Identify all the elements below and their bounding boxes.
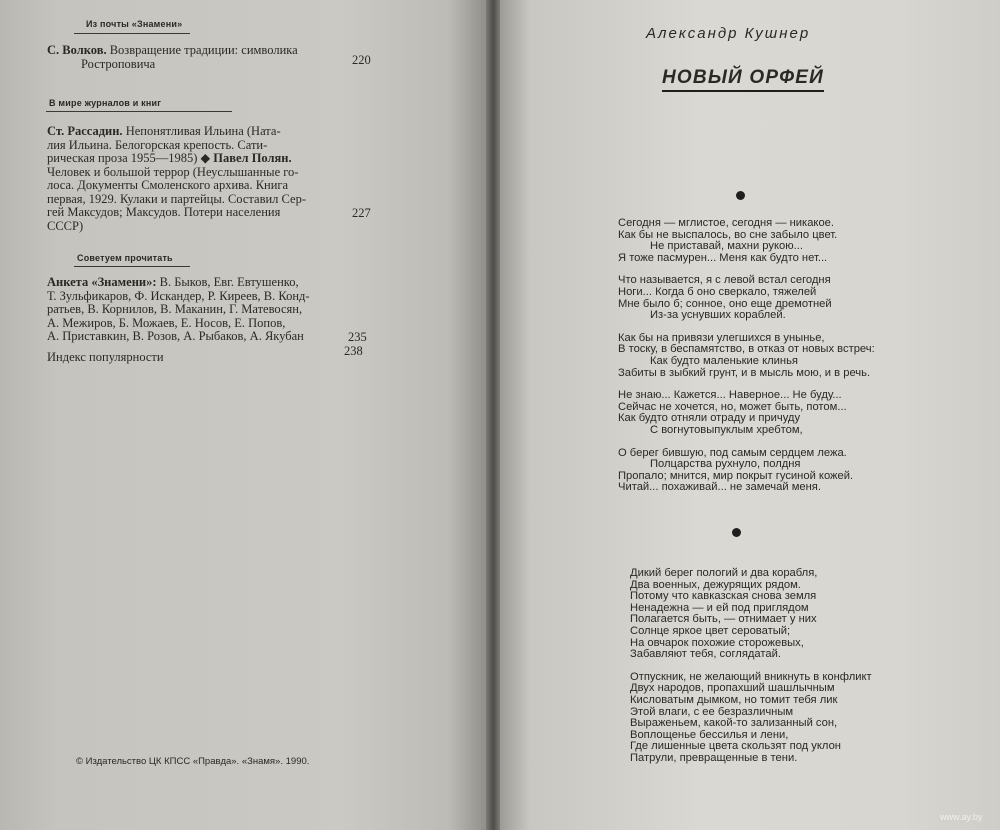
section-heading-journals: В мире журналов и книг	[49, 98, 162, 108]
poem-line: О берег бившую, под самым сердцем лежа.	[618, 446, 847, 459]
toc-line: СССР)	[47, 218, 84, 233]
poem-line: Как будто отняли отраду и причуду	[618, 412, 801, 425]
poem-line: Где лишенные цвета скользят под уклон	[630, 740, 841, 753]
poem-line: В тоску, в беспамятство, в отказ от новых встреч:	[618, 343, 875, 356]
toc-line: В. Быков, Евг. Евтушенко,	[159, 275, 299, 289]
toc-page-number: 220	[352, 53, 371, 67]
section-divider	[74, 266, 190, 267]
toc-entry-index: Индекс популярности	[47, 350, 164, 364]
poem-line: Как бы не выспалось, во сне забыло цвет.	[618, 228, 838, 241]
diamond-arrow-icon: ◆	[200, 151, 211, 165]
poem-line: Забавляют тебя, соглядатай.	[630, 648, 781, 661]
poem-line: Мне было б; сонное, оно еще дремотней	[618, 297, 832, 310]
toc-line: гей Максудов; Максудов. Потери населения	[47, 205, 281, 219]
toc-line: Непонятливая Ильина (Ната-	[125, 124, 281, 138]
poem-line: Не знаю... Кажется... Наверное... Не буду...	[618, 389, 842, 402]
toc-page-number: 227	[352, 206, 371, 220]
poem-line: Пропало; мнится, мир покрыт гусиной кожей.	[618, 469, 854, 482]
toc-author: Ст. Рассадин.	[47, 124, 123, 138]
poem-line: Как будто маленькие клинья	[650, 354, 798, 367]
toc-line: А. Межиров, Б. Можаев, Е. Носов, Е. Попов,	[47, 315, 286, 330]
toc-author: С. Волков.	[47, 43, 107, 57]
poem-line: Я тоже пасмурен... Меня как будто нет...	[618, 251, 828, 264]
toc-line: Ростроповича	[81, 56, 156, 71]
publisher-footer: © Издательство ЦК КПСС «Правда». «Знамя». 1990.	[76, 756, 310, 767]
toc-line: ратьев, В. Корнилов, В. Маканин, Г. Матевосян,	[47, 302, 303, 316]
toc-line: Возвращение традиции: символика	[109, 43, 298, 57]
section-bullet-icon	[736, 191, 745, 200]
toc-line: рическая проза 1955—1985)	[47, 151, 198, 165]
poem-line: Воплощенье бессилья и лени,	[630, 728, 789, 741]
toc-author: Павел Полян.	[213, 151, 292, 165]
poem-line: Дикий берег пологий и два корабля,	[630, 567, 818, 579]
poem-line: С вогнутовыпуклым хребтом,	[650, 423, 803, 436]
poem-line: Два военных, дежурящих рядом.	[630, 578, 801, 591]
toc-line: лоса. Документы Смоленского архива. Книга	[47, 178, 289, 192]
poem-line: Этой влаги, с ее безразличным	[630, 705, 794, 718]
poem-line: Полцарства рухнуло, полдня	[650, 458, 801, 471]
poem-2	[630, 568, 872, 765]
poem-line: Полагается быть, — отнимает у них	[630, 613, 817, 626]
poem-line: Ненадежна — и ей под приглядом	[630, 601, 809, 614]
poem-line: Читай... похаживай... не замечай меня.	[618, 481, 821, 494]
poem-line: Патрули, превращенные в тени.	[630, 751, 798, 764]
toc-page-number: 235	[348, 330, 367, 344]
poem-line: Потому что кавказская снова земля	[630, 590, 817, 603]
poem-line: Отпускник, не желающий вникнуть в конфликт	[630, 670, 872, 683]
toc-line: лия Ильина. Белогорская крепость. Сати-	[47, 137, 268, 152]
section-heading-mail: Из почты «Знамени»	[86, 19, 183, 29]
watermark: www.ay.by	[940, 812, 983, 822]
toc-entry-survey	[47, 276, 310, 344]
section-heading-recommend: Советуем прочитать	[77, 253, 173, 263]
poem-1	[618, 218, 875, 494]
poem-author: Александр Кушнер	[646, 25, 811, 42]
poem-line: Забиты в зыбкий грунт, и в мысль мою, и в речь.	[618, 366, 871, 379]
section-bullet-icon	[732, 528, 741, 537]
poem-line: Как бы на привязи улегшихся в унынье,	[618, 331, 825, 344]
toc-line: первая, 1929. Кулаки и партейцы. Составил Сер-	[47, 191, 306, 206]
poem-line: Сегодня — мглистое, сегодня — никакое.	[618, 217, 834, 229]
toc-entry-rassadin	[47, 125, 306, 233]
toc-author: Анкета «Знамени»:	[47, 275, 157, 289]
poem-line: Двух народов, пропахший шашлычным	[630, 682, 835, 695]
toc-page-number: 238	[344, 344, 363, 358]
left-page	[0, 0, 488, 830]
poem-line: Что называется, я с левой встал сегодня	[618, 274, 831, 287]
poem-line: Солнце яркое цвет сероватый;	[630, 624, 791, 637]
poem-line: Сейчас не хочется, но, может быть, потом...	[618, 400, 847, 413]
section-divider	[46, 111, 232, 112]
poem-line: Выраженьем, какой-то зализанный сон,	[630, 717, 838, 730]
poem-line: Ноги... Когда б оно сверкало, тяжелей	[618, 285, 817, 298]
poem-line: Кисловатым дымком, но томит тебя лик	[630, 693, 838, 706]
poem-cycle-title: НОВЫЙ ОРФЕЙ	[662, 67, 824, 92]
right-page	[500, 0, 1000, 830]
toc-entry-volkov	[47, 44, 298, 71]
poem-line: Из-за уснувших кораблей.	[650, 309, 786, 322]
toc-line: А. Приставкин, В. Розов, А. Рыбаков, А. Якубан	[47, 329, 304, 343]
section-divider	[74, 33, 190, 34]
toc-line: Человек и большой террор (Неуслышанные го-	[47, 164, 299, 179]
toc-line: Т. Зульфикаров, Ф. Искандер, Р. Киреев, В. Конд-	[47, 288, 310, 303]
poem-line: На овчарок похожие сторожевых,	[630, 636, 804, 649]
poem-line: Не приставай, махни рукою...	[650, 240, 803, 253]
